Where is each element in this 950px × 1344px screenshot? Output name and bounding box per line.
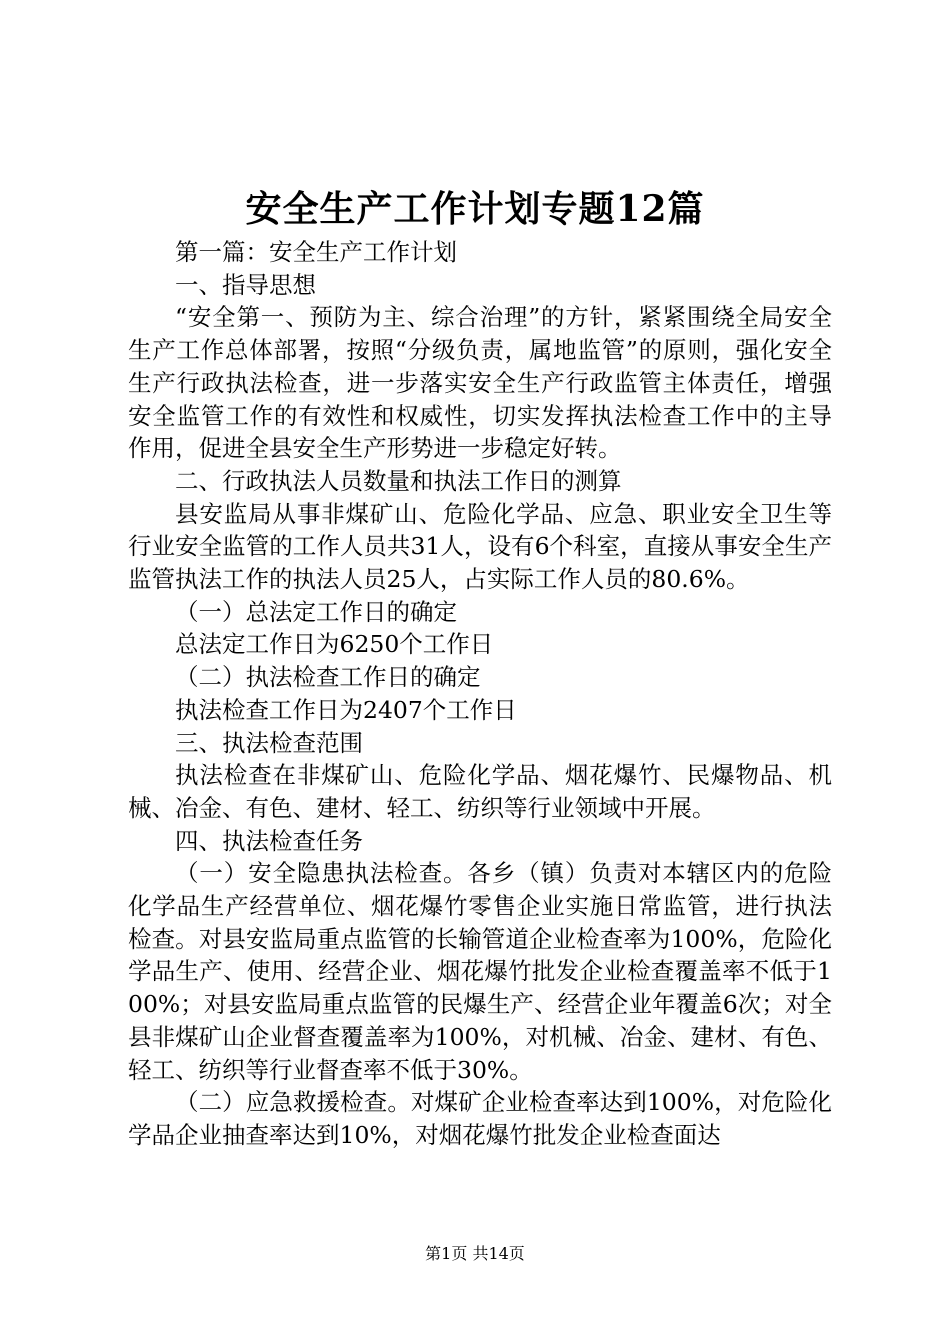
- document-title: 安全生产工作计划专题12篇: [245, 188, 705, 230]
- body-paragraph: 执法检查工作日为2407个工作日: [175, 695, 517, 724]
- section-heading: 二、行政执法人员数量和执法工作日的测算: [175, 466, 622, 495]
- section-heading: 一、指导思想: [175, 270, 316, 299]
- section-heading: 第一篇：安全生产工作计划: [175, 238, 457, 266]
- body-paragraph: （一）安全隐患执法检查。各乡（镇）负责对本辖区内的危险化学品生产经营单位、烟花爆竹零售企业实施日常监管，进行执法检查。对县安监局重点监管的长输管道企业检查率为100%，危险化学品生产、使用、经营企业、烟花爆竹批发企业检查覆盖率不低于100%；对县安监局重点监管的民爆生产、经营企业年覆盖6次；对全县非煤矿山企业督查覆盖率为100%，对机械、冶金、建材、有色、轻工、纺织等行业督查率不低于30%。: [128, 859, 832, 1084]
- body-paragraph: 执法检查在非煤矿山、危险化学品、烟花爆竹、民爆物品、机械、冶金、有色、建材、轻工、纺织等行业领域中开展。: [128, 761, 832, 822]
- page-footer: 第1页 共14页: [425, 1244, 525, 1263]
- body-paragraph: （二）应急救援检查。对煤矿企业检查率达到100%，对危险化学品企业抽查率达到10%，对烟花爆竹批发企业检查面达: [128, 1088, 832, 1149]
- section-heading: 四、执法检查任务: [175, 826, 363, 855]
- body-paragraph: 总法定工作日为6250个工作日: [175, 630, 494, 659]
- document-body: [128, 236, 832, 1152]
- body-paragraph: “安全第一、预防为主、综合治理”的方针，紧紧围绕全局安全生产工作总体部署，按照“分级负责，属地监管”的原则，强化安全生产行政执法检查，进一步落实安全生产行政监管主体责任，增强安全监管工作的有效性和权威性，切实发挥执法检查工作中的主导作用，促进全县安全生产形势进一步稳定好转。: [128, 303, 832, 463]
- subsection-heading: （二）执法检查工作日的确定: [175, 663, 481, 692]
- section-heading: 三、执法检查范围: [175, 728, 363, 757]
- subsection-heading: （一）总法定工作日的确定: [175, 597, 457, 626]
- body-paragraph: 县安监局从事非煤矿山、危险化学品、应急、职业安全卫生等行业安全监管的工作人员共31人，设有6个科室，直接从事安全生产监管执法工作的执法人员25人，占实际工作人员的80.6%。: [128, 499, 832, 594]
